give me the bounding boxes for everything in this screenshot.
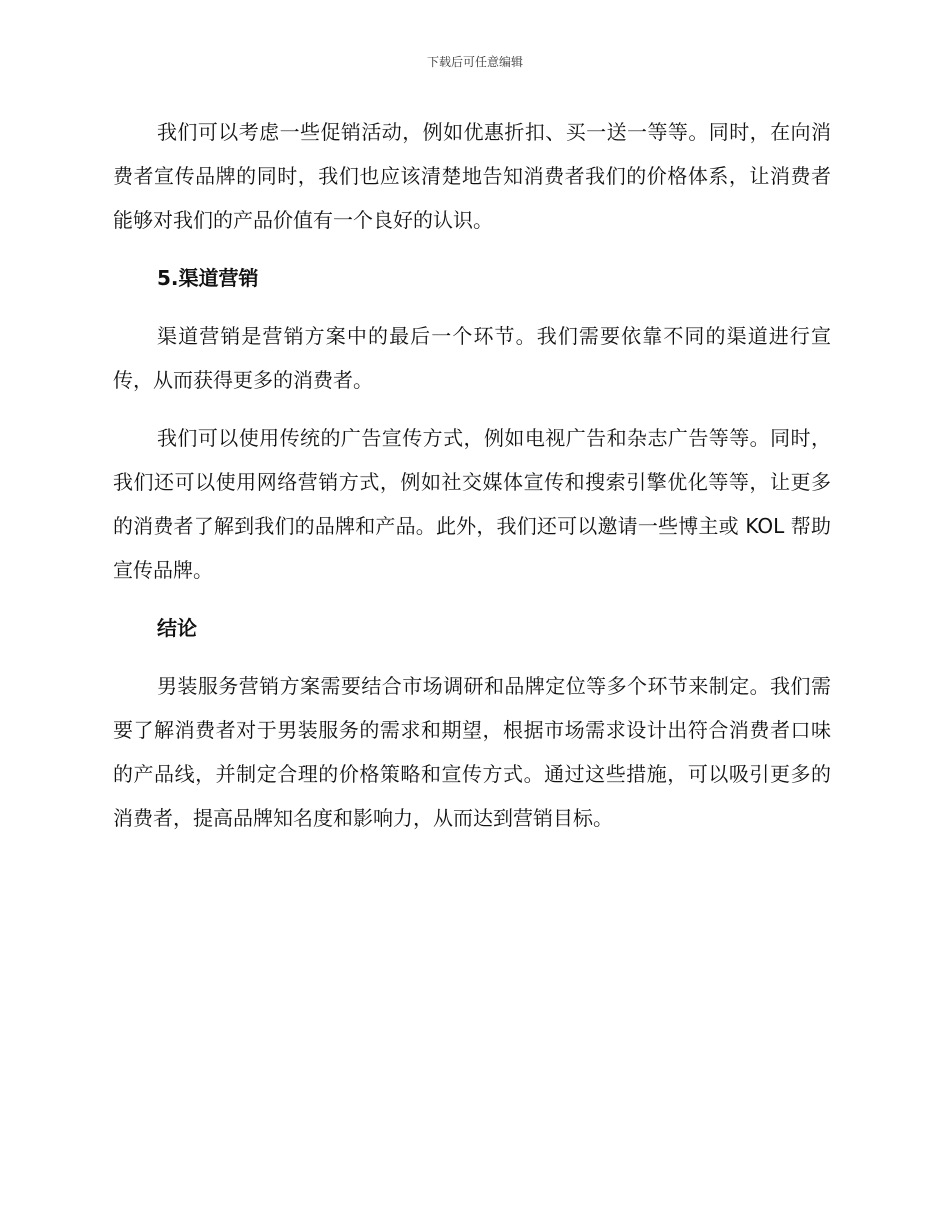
document-body xyxy=(113,110,831,840)
paragraph-channel-methods: 我们可以使用传统的广告宣传方式，例如电视广告和杂志广告等等。同时，我们还可以使用网络营销方式，例如社交媒体宣传和搜索引擎优化等等，让更多的消费者了解到我们的品牌和产品。此外，我们还可以邀请一些博主或 KOL 帮助宣传品牌。 xyxy=(113,426,831,582)
paragraph-conclusion: 男装服务营销方案需要结合市场调研和品牌定位等多个环节来制定。我们需要了解消费者对于男装服务的需求和期望，根据市场需求设计出符合消费者口味的产品线，并制定合理的价格策略和宣传方式。通过这些措施，可以吸引更多的消费者，提高品牌知名度和影响力，从而达到营销目标。 xyxy=(113,674,831,830)
section-heading-channel-marketing: 5.渠道营销 xyxy=(157,266,259,290)
section-heading-conclusion: 结论 xyxy=(157,616,197,640)
paragraph-channel-intro: 渠道营销是营销方案中的最后一个环节。我们需要依靠不同的渠道进行宣传，从而获得更多的消费者。 xyxy=(113,324,831,392)
paragraph-promotion: 我们可以考虑一些促销活动，例如优惠折扣、买一送一等等。同时，在向消费者宣传品牌的同时，我们也应该清楚地告知消费者我们的价格体系，让消费者能够对我们的产品价值有一个良好的认识。 xyxy=(113,120,831,232)
header-note: 下载后可任意编辑 xyxy=(426,55,523,69)
